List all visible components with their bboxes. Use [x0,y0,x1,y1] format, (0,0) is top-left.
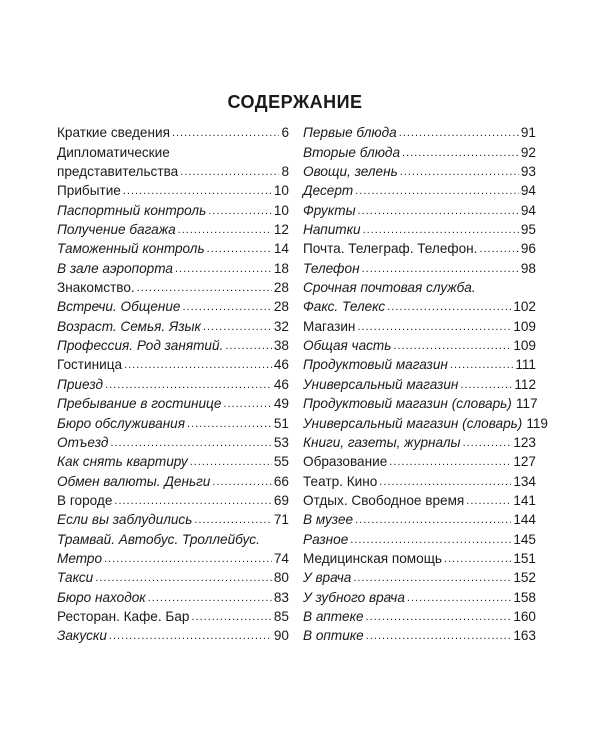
toc-entry-page: 83 [273,589,289,605]
dot-leader [355,513,511,528]
toc-entry-title: Бюро обслуживания [57,415,186,431]
toc-entry [303,509,536,528]
toc-entry-page: 127 [513,454,536,470]
toc-entry-page: 111 [515,357,536,373]
dot-leader [123,184,272,199]
toc-entry-page: 92 [520,144,536,160]
toc-entry-page: 163 [513,628,536,644]
toc-entry-title: Ресторан. Кафе. Бар [57,608,190,624]
toc-entry-title: Приезд [57,376,104,392]
dot-leader [148,591,272,606]
toc-entry-page: 51 [273,415,289,431]
toc-entry-page: 134 [513,473,536,489]
page-title: СОДЕРЖАНИЕ [227,92,363,112]
dot-leader [183,300,272,315]
toc-entry-page: 98 [520,260,536,276]
toc-entry [57,606,289,625]
toc-entry [57,257,289,276]
toc-entry-title: Напитки [303,222,361,238]
toc-entry-title: Универсальный магазин (словарь) [303,415,523,431]
toc-entry-page: 18 [273,260,289,276]
toc-entry-title: Закуски [57,628,107,644]
toc-entry-title: В аптеке [303,608,364,624]
toc-entry [303,238,536,257]
dot-leader [194,513,272,528]
toc-entry-title: Если вы заблудились [57,512,193,528]
toc-entry-title: Магазин [303,318,356,334]
toc-entry-page: 53 [273,434,289,450]
toc-entry-page: 117 [515,396,538,412]
toc-entry [57,393,289,412]
toc-entry-page: 14 [273,241,289,257]
dot-leader [407,591,511,606]
toc-entry-title: Отъезд [57,434,109,450]
toc-entry-title: Книги, газеты, журналы [303,434,461,450]
toc-entry-page: 151 [513,550,536,566]
toc-entry-page: 46 [273,357,289,373]
toc-entry [57,509,289,528]
dot-leader [350,533,511,548]
dot-leader [172,126,280,141]
toc-entry-title: Продуктовый магазин (словарь) [303,396,512,412]
dot-leader [178,223,272,238]
toc-entry-title: Десерт [303,183,354,199]
toc-entry-title: У врача [303,570,352,586]
toc-entry-title: Знакомство. [57,280,135,296]
toc-entry-title: Пребывание в гостинице [57,396,222,412]
dot-leader [450,358,513,373]
toc-entry [303,432,536,451]
toc-entry [57,354,289,373]
toc-entry-title: Краткие сведения [57,125,170,141]
toc-entry-page: 141 [513,492,536,508]
toc-entry [57,528,289,547]
toc-entry-page: 144 [513,512,536,528]
toc-entry-title: Вторые блюда [303,144,401,160]
toc-entry-page: 102 [513,299,536,315]
toc-entry-title: Овощи, зелень [303,164,398,180]
toc-entry [303,548,536,567]
dot-leader [109,629,272,644]
toc-entry [57,470,289,489]
toc-entry-page: 69 [273,492,289,508]
toc-entry-title: Профессия. Род занятий. [57,338,224,354]
toc-entry [57,625,289,644]
toc-entry-title: Паспортный контроль [57,202,207,218]
toc-entry-page: 74 [273,550,289,566]
toc-entry-title: Фрукты [303,202,356,218]
toc-entry [303,451,536,470]
toc-entry [303,277,536,296]
toc-entry [303,393,536,412]
dot-leader [203,320,272,335]
dot-leader [124,358,272,373]
toc-entry [303,219,536,238]
dot-leader [366,629,512,644]
toc-entry-page: 49 [273,396,289,412]
toc-entry [303,141,536,160]
toc-entry-page: 38 [273,338,289,354]
toc-entry-title: Бюро находок [57,589,146,605]
toc-entry [303,470,536,489]
toc-entry [57,141,289,160]
dot-leader [180,165,279,180]
toc-entry [303,161,536,180]
toc-entry-title: В музее [303,512,354,528]
toc-entry-title: Гостиница [57,357,123,373]
dot-leader [399,126,519,141]
toc-entry-title: Театр. Кино [303,473,378,489]
toc-entry-title: Медицинская помощь [303,550,442,566]
toc-entry [57,432,289,451]
toc-entry-title: Трамвай. Автобус. Троллейбус. [57,531,260,547]
toc-entry-page: 32 [273,318,289,334]
dot-leader [225,339,272,354]
toc-entry-page: 94 [520,183,536,199]
toc-entry-page: 85 [273,608,289,624]
toc-entry-page: 96 [520,241,536,257]
toc-entry [303,296,536,315]
toc-entry [303,490,536,509]
dot-leader [444,552,511,567]
toc-entry-page: 152 [513,570,536,586]
toc-entry-title: Общая часть [303,338,392,354]
dot-leader [366,610,512,625]
toc-entry-page: 112 [514,376,536,392]
dot-leader [187,417,272,432]
dot-leader [208,204,272,219]
toc-entry [303,180,536,199]
dot-leader [463,436,512,451]
toc-entry [303,354,536,373]
dot-leader [95,571,272,586]
dot-leader [207,242,272,257]
toc-entry [303,606,536,625]
toc-entry-page: 8 [281,164,289,180]
toc-entry [303,257,536,276]
toc-entry-page: 119 [526,415,548,431]
dot-leader [363,223,519,238]
toc-entry [303,625,536,644]
toc-entry-title: Дипломатические [57,144,170,160]
toc-entry [303,373,536,392]
toc-entry-title: Обмен валюты. Деньги [57,473,211,489]
toc-entry-title: Прибытие [57,183,121,199]
toc-entry-page: 158 [513,589,536,605]
toc-entry-page: 91 [520,125,536,141]
toc-entry-page: 80 [273,570,289,586]
dot-leader [104,552,272,567]
toc-entry [57,586,289,605]
toc-entry-title: В городе [57,492,113,508]
toc-entry-page: 66 [273,473,289,489]
toc-entry-page: 94 [520,202,536,218]
dot-leader [353,571,511,586]
toc-entry-title: В оптике [303,628,364,644]
toc-entry-title: Как снять квартиру [57,454,188,470]
toc-entry [57,277,289,296]
toc-entry [57,315,289,334]
toc-entry-page: 6 [281,125,289,141]
toc-entry [57,219,289,238]
toc-entry-page: 123 [513,434,536,450]
toc-entry-page: 12 [273,222,289,238]
toc-entry [57,548,289,567]
toc-entry-page: 46 [273,376,289,392]
toc-entry-title: Встречи. Общение [57,299,181,315]
toc-entry-title: Возраст. Семья. Язык [57,318,201,334]
toc-entry [57,180,289,199]
dot-leader [402,146,519,161]
toc-entry-page: 10 [273,202,289,218]
dot-leader [393,339,511,354]
toc-entry [57,373,289,392]
dot-leader [379,475,511,490]
dot-leader [114,494,271,509]
toc-entry-page: 90 [273,628,289,644]
toc-entry [57,412,289,431]
toc-entry-title: Телефон [303,260,360,276]
toc-entry [303,528,536,547]
toc-entry-title: У зубного врача [303,589,405,605]
dot-leader [191,610,271,625]
toc-entry-page: 55 [273,454,289,470]
toc-entry-title: Метро [57,550,103,566]
dot-leader [479,242,518,257]
toc-entry [57,296,289,315]
toc-entry-title: Почта. Телеграф. Телефон. [303,241,478,257]
toc-entry [57,161,289,180]
dot-leader [362,262,519,277]
toc-entry-title: Таможенный контроль [57,241,205,257]
toc-entry [57,451,289,470]
dot-leader [137,281,272,296]
dot-leader [190,455,272,470]
dot-leader [466,494,511,509]
toc-entry [303,567,536,586]
toc-entry-title: Такси [57,570,94,586]
dot-leader [389,455,511,470]
toc-entry [57,490,289,509]
dot-leader [212,475,272,490]
toc-entry [57,567,289,586]
toc-entry-title: Факс. Телекс [303,299,386,315]
dot-leader [355,184,519,199]
dot-leader [387,300,511,315]
toc-entry-page: 28 [273,280,289,296]
toc-entry-page: 28 [273,299,289,315]
toc-entry-title: Отдых. Свободное время [303,492,465,508]
toc-entry [303,122,536,141]
dot-leader [110,436,271,451]
dot-leader [400,165,519,180]
toc-entry-title: Разное [303,531,349,547]
toc-entry-title: Срочная почтовая служба. [303,280,476,296]
dot-leader [358,204,519,219]
toc-entry-page: 10 [273,183,289,199]
toc-entry [303,586,536,605]
toc-entry-title: представительства [57,164,179,180]
toc-entry [303,412,548,431]
toc-entry-page: 71 [273,512,289,528]
dot-leader [357,320,511,335]
toc-right-column [303,122,548,644]
dot-leader [223,397,271,412]
toc-entry [303,199,536,218]
toc-entry-title: В зале аэропорта [57,260,173,276]
toc-entry-page: 145 [513,531,536,547]
dot-leader [175,262,272,277]
toc-entry [57,238,289,257]
toc-entry-page: 93 [520,164,536,180]
toc-entry-title: Получение багажа [57,222,176,238]
toc-entry-page: 109 [513,318,536,334]
toc-entry [303,315,536,334]
toc-entry-page: 109 [513,338,536,354]
toc-entry-title: Образование [303,454,388,470]
dot-leader [105,378,272,393]
toc-entry-page: 160 [513,608,536,624]
toc-entry [303,335,536,354]
toc-entry [57,199,289,218]
toc-entry-title: Универсальный магазин [303,376,459,392]
toc-entry-title: Продуктовый магазин [303,357,448,373]
toc-entry [57,122,289,141]
toc-entry [57,335,289,354]
toc-entry-title: Первые блюда [303,125,397,141]
dot-leader [460,378,512,393]
toc-entry-page: 95 [520,222,536,238]
toc-left-column [57,122,289,644]
